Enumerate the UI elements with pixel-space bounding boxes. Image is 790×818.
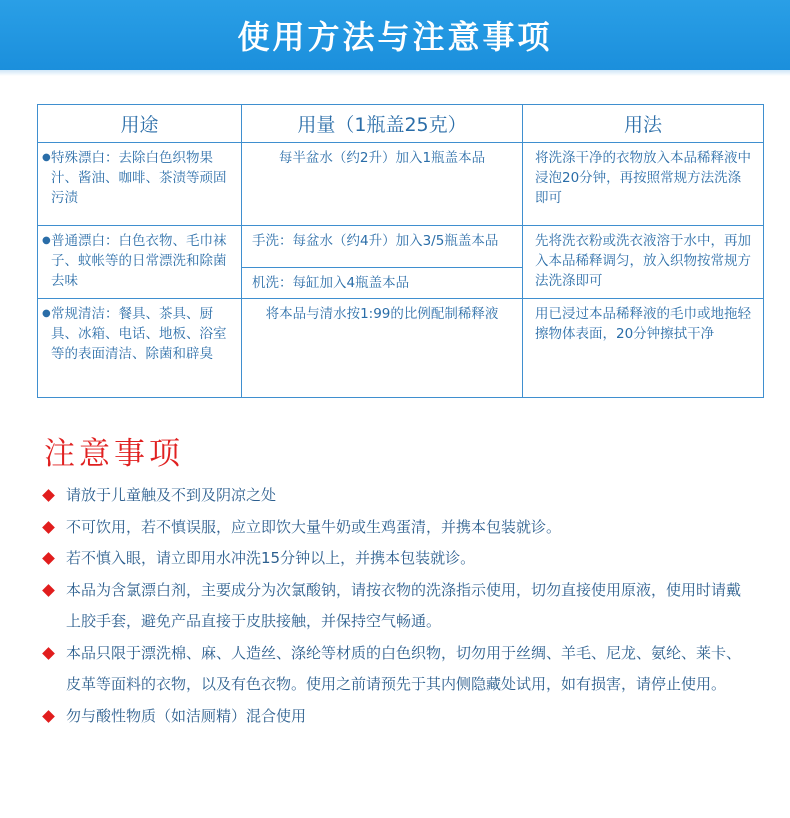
list-item [44,512,754,544]
note-text: 不可饮用，若不慎误服，应立即饮大量牛奶或生鸡蛋清，并携本包装就诊。 [66,517,562,536]
note-text: 本品为含氯漂白剂，主要成分为次氯酸钠，请按衣物的洗涤指示使用，切勿直接使用原液，使用时请戴上胶手套，避免产品直接于皮肤接触，并保持空气畅通。 [66,580,742,630]
note-text: 请放于儿童触及不到及阴凉之处 [66,486,277,504]
header-amount: 用量（1瓶盖25克） [242,105,523,143]
bullet-icon: ● [42,152,51,164]
method-cell: 将洗涤干净的衣物放入本品稀释液中浸泡20分钟，再按照常规方法洗涤即可 [523,143,764,226]
list-item [44,638,754,701]
table-row [38,143,764,226]
amount-cell: 每半盆水（约2升）加入1瓶盖本品 [242,143,523,226]
table-row [38,299,764,398]
amount-hand-cell: 手洗：每盆水（约4升）加入3/5瓶盖本品 [242,225,523,267]
diamond-bullet-icon [42,584,55,597]
bullet-icon: ● [42,308,51,320]
use-text: 特殊漂白：去除白色织物果汁、酱油、咖啡、茶渍等顽固污渍 [51,150,227,207]
diamond-bullet-icon [42,710,55,723]
list-item [44,543,754,575]
diamond-bullet-icon [42,521,55,534]
note-text: 勿与酸性物质（如洁厕精）混合使用 [66,706,307,725]
header-use: 用途 [38,105,242,143]
use-cell [38,225,242,298]
header-method: 用法 [523,105,764,143]
method-cell: 先将洗衣粉或洗衣液溶于水中，再加入本品稀释调匀，放入织物按常规方法洗涤即可 [523,225,764,298]
use-text: 常规清洁：餐具、茶具、厨具、冰箱、电话、地板、浴室等的表面清洁、除菌和辟臭 [51,306,227,363]
header-banner [0,0,790,70]
use-cell [38,299,242,398]
bullet-icon: ● [42,234,51,246]
diamond-bullet-icon [42,647,55,660]
usage-table [37,104,764,398]
use-cell [38,143,242,226]
amount-cell: 将本品与清水按1:99的比例配制稀释液 [242,299,523,398]
diamond-bullet-icon [42,489,55,502]
list-item [44,701,754,733]
amount-machine-cell: 机洗：每缸加入4瓶盖本品 [242,268,523,299]
note-text: 本品只限于漂洗棉、麻、人造丝、涤纶等材质的白色织物，切勿用于丝绸、羊毛、尼龙、氨纶、莱卡、皮革等面料的衣物，以及有色衣物。使用之前请预先于其内侧隐藏处试用，如有损害，请停止使用。 [66,643,742,693]
diamond-bullet-icon [42,552,55,565]
method-cell: 用已浸过本品稀释液的毛巾或地拖轻擦物体表面，20分钟擦拭干净 [523,299,764,398]
list-item [44,480,754,512]
banner-shadow [0,70,790,76]
use-text: 普通漂白：白色衣物、毛巾袜子、蚊帐等的日常漂洗和除菌去味 [51,232,227,289]
notes-title: 注意事项 [44,436,184,472]
table-header-row [38,105,764,143]
page-title: 使用方法与注意事项 [237,18,553,56]
note-text: 若不慎入眼，请立即用水冲洗15分钟以上，并携本包装就诊。 [66,549,476,567]
list-item [44,575,754,638]
table-row [38,225,764,267]
notes-list [44,480,754,732]
